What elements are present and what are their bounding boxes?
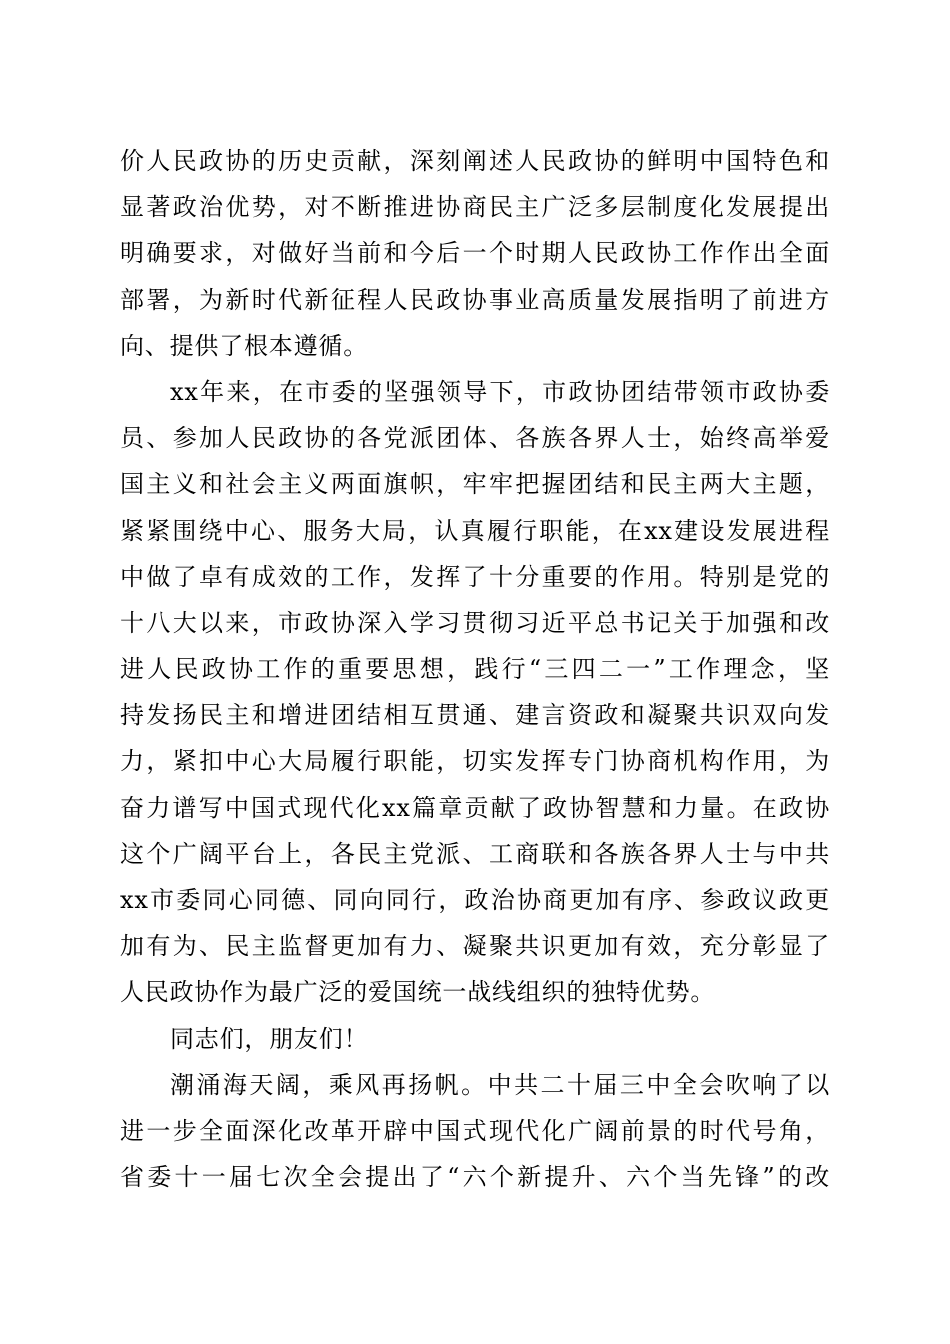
paragraph-2-line-9: 力，紧扣中心大局履行职能，切实发挥专门协商机构作用，为 — [120, 747, 830, 776]
paragraph-2-line-1: xx年来，在市委的坚强领导下，市政协团结带领市政协委 — [170, 377, 830, 406]
paragraph-2-line-3: 国主义和社会主义两面旗帜，牢牢把握团结和民主两大主题， — [120, 470, 830, 499]
paragraph-4-line-1: 潮涌海天阔，乘风再扬帆。中共二十届三中全会吹响了以 — [170, 1070, 830, 1099]
paragraph-3-line-1: 同志们，朋友们！ — [170, 1024, 369, 1053]
paragraph-2-line-13: 加有为、民主监督更加有力、凝聚共识更加有效，充分彰显了 — [120, 932, 830, 961]
paragraph-2-line-10: 奋力谱写中国式现代化xx篇章贡献了政协智慧和力量。在政协 — [120, 793, 830, 822]
paragraph-2-line-5: 中做了卓有成效的工作，发挥了十分重要的作用。特别是党的 — [120, 562, 830, 591]
paragraph-4-line-2: 进一步全面深化改革开辟中国式现代化广阔前景的时代号角， — [120, 1116, 830, 1145]
paragraph-2-line-2: 员、参加人民政协的各党派团体、各族各界人士，始终高举爱 — [120, 424, 830, 453]
paragraph-1-line-2: 显著政治优势，对不断推进协商民主广泛多层制度化发展提出 — [120, 193, 830, 222]
paragraph-2-line-14: 人民政协作为最广泛的爱国统一战线组织的独特优势。 — [120, 978, 716, 1007]
paragraph-2-line-11: 这个广阔平台上，各民主党派、工商联和各族各界人士与中共 — [120, 839, 830, 868]
paragraph-4-line-3: 省委十一届七次全会提出了“六个新提升、六个当先锋”的改 — [120, 1163, 830, 1192]
paragraph-1-line-3: 明确要求，对做好当前和今后一个时期人民政协工作作出全面 — [120, 239, 830, 268]
paragraph-1-line-1: 价人民政协的历史贡献，深刻阐述人民政协的鲜明中国特色和 — [120, 147, 830, 175]
paragraph-2-line-12: xx市委同心同德、同向同行，政治协商更加有序、参政议政更 — [120, 886, 830, 914]
paragraph-2-line-7: 进人民政协工作的重要思想，践行“三四二一”工作理念，坚 — [120, 655, 830, 684]
paragraph-1-line-5: 向、提供了根本遵循。 — [120, 331, 368, 360]
paragraph-2-line-8: 持发扬民主和增进团结相互贯通、建言资政和凝聚共识双向发 — [120, 701, 830, 730]
body-text — [120, 138, 830, 1200]
paragraph-1-line-4: 部署，为新时代新征程人民政协事业高质量发展指明了前进方 — [120, 285, 830, 314]
paragraph-2-line-4: 紧紧围绕中心、服务大局，认真履行职能，在xx建设发展进程 — [120, 516, 830, 545]
paragraph-2-line-6: 十八大以来，市政协深入学习贯彻习近平总书记关于加强和改 — [120, 608, 830, 637]
